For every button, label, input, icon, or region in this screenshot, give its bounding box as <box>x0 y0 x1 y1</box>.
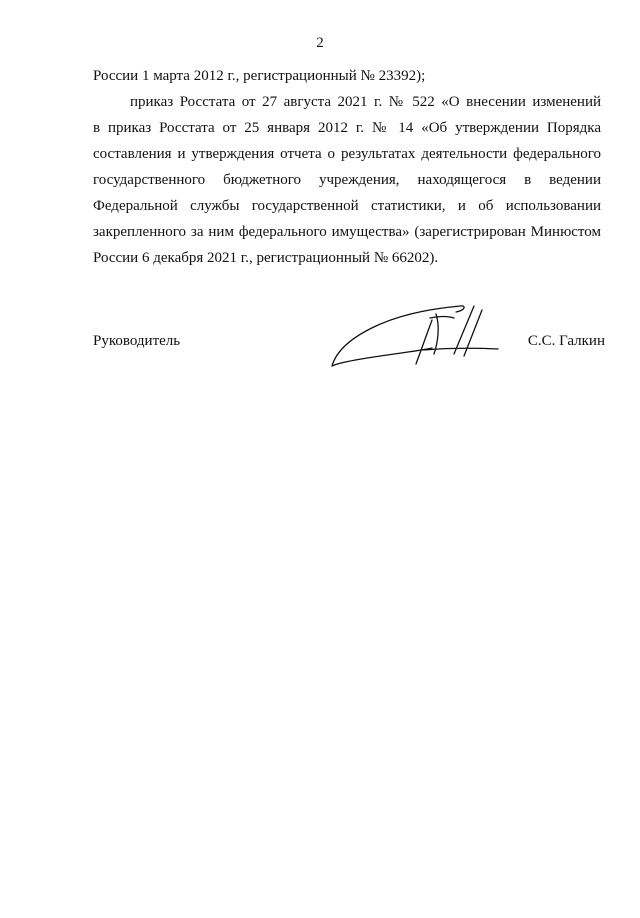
paragraph-line: приказ Росстата от 27 августа 2021 г. № 522 «О внесении изменений <box>130 94 601 110</box>
paragraph-line: составления и утверждения отчета о результатах деятельности федерального <box>93 146 601 162</box>
paragraph-line: России 6 декабря 2021 г., регистрационный № 66202). <box>93 250 439 266</box>
paragraph-line: в приказ Росстата от 25 января 2012 г. № 14 «Об утверждении Порядка <box>93 120 601 136</box>
signer-name: С.С. Галкин <box>527 333 605 349</box>
signatory-title: Руководитель <box>93 333 181 349</box>
handwritten-signature <box>328 302 500 370</box>
paragraph-line: закрепленного за ним федерального имущества» (зарегистрирован Минюстом <box>93 224 601 240</box>
paragraph-line: России 1 марта 2012 г., регистрационный № 23392); <box>93 68 426 84</box>
document-body <box>93 66 601 274</box>
paragraph-line: государственного бюджетного учреждения, находящегося в ведении <box>93 172 601 188</box>
page-number: 2 <box>316 35 324 51</box>
paragraph-line: Федеральной службы государственной статистики, и об использовании <box>93 198 601 214</box>
